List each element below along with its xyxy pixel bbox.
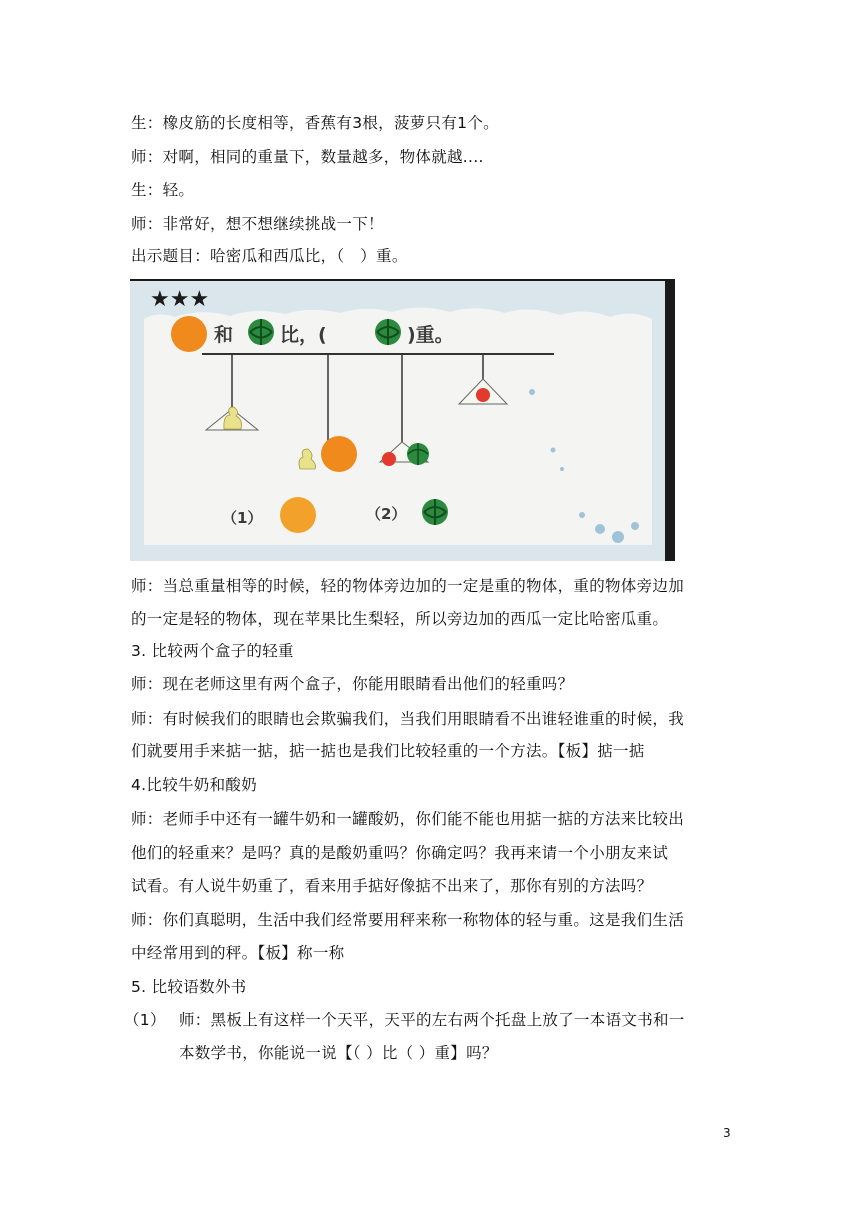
list-item-number: （1） <box>124 1011 166 1029</box>
line-3: 生：轻。 <box>131 181 195 199</box>
line-1: 生：橡皮筋的长度相等，香蕉有3根，菠萝只有1个。 <box>131 114 499 132</box>
list-item-text-1: 师：黑板上有这样一个天平，天平的左右两个托盘上放了一本语文书和一 <box>179 1011 685 1029</box>
line-2: 师：对啊，相同的重量下，数量越多，物体就越.... <box>131 148 484 166</box>
line-11: 师：老师手中还有一罐牛奶和一罐酸奶，你们能不能也用掂一掂的方法来比较出 <box>131 810 685 828</box>
svg-text:)重。: )重。 <box>407 324 454 346</box>
heading-4: 4.比较牛奶和酸奶 <box>131 776 257 794</box>
watermelon-icon <box>375 319 401 345</box>
line-15: 中经常用到的秤。【板】称一称 <box>131 944 345 962</box>
line-12: 他们的轻重来？是吗？真的是酸奶重吗？你确定吗？我再来请一个小朋友来试 <box>131 844 669 862</box>
line-6: 师：当总重量相等的时候，轻的物体旁边加的一定是重的物体，重的物体旁边加 <box>131 577 685 595</box>
list-item-text-2: 本数学书，你能说一说【（ ）比（ ）重】吗？ <box>179 1044 498 1062</box>
melon-icon <box>171 316 207 352</box>
svg-text:★★★: ★★★ <box>150 287 210 312</box>
svg-text:（2）: （2） <box>366 505 407 523</box>
svg-text:和: 和 <box>214 324 234 346</box>
line-4: 师：非常好，想不想继续挑战一下！ <box>131 215 384 233</box>
watermelon-icon <box>248 319 274 345</box>
watermelon-icon <box>422 499 448 525</box>
slide-photo <box>130 279 675 561</box>
line-5: 出示题目：哈密瓜和西瓜比，（ ）重。 <box>131 247 408 265</box>
line-7: 的一定是轻的物体，现在苹果比生梨轻，所以旁边加的西瓜一定比哈密瓜重。 <box>131 610 669 628</box>
svg-text:比，(: 比，( <box>280 324 327 346</box>
page-number: 3 <box>723 1126 731 1140</box>
heading-3: 3. 比较两个盒子的轻重 <box>131 642 294 660</box>
line-8: 师：现在老师这里有两个盒子，你能用眼睛看出他们的轻重吗？ <box>131 675 574 693</box>
line-14: 师：你们真聪明，生活中我们经常要用秤来称一称物体的轻与重。这是我们生活 <box>131 911 685 929</box>
rating-stars <box>150 287 209 312</box>
line-10: 们就要用手来掂一掂，掂一掂也是我们比较轻重的一个方法。【板】掂一掂 <box>131 742 645 760</box>
heading-5: 5. 比较语数外书 <box>131 978 247 996</box>
line-9: 师：有时候我们的眼睛也会欺骗我们，当我们用眼睛看不出谁轻谁重的时候，我 <box>131 710 685 728</box>
svg-text:（1）: （1） <box>222 509 263 527</box>
melon-icon <box>280 497 316 533</box>
line-13: 试看。有人说牛奶重了，看来用手掂好像掂不出来了，那你有别的方法吗？ <box>131 877 653 895</box>
